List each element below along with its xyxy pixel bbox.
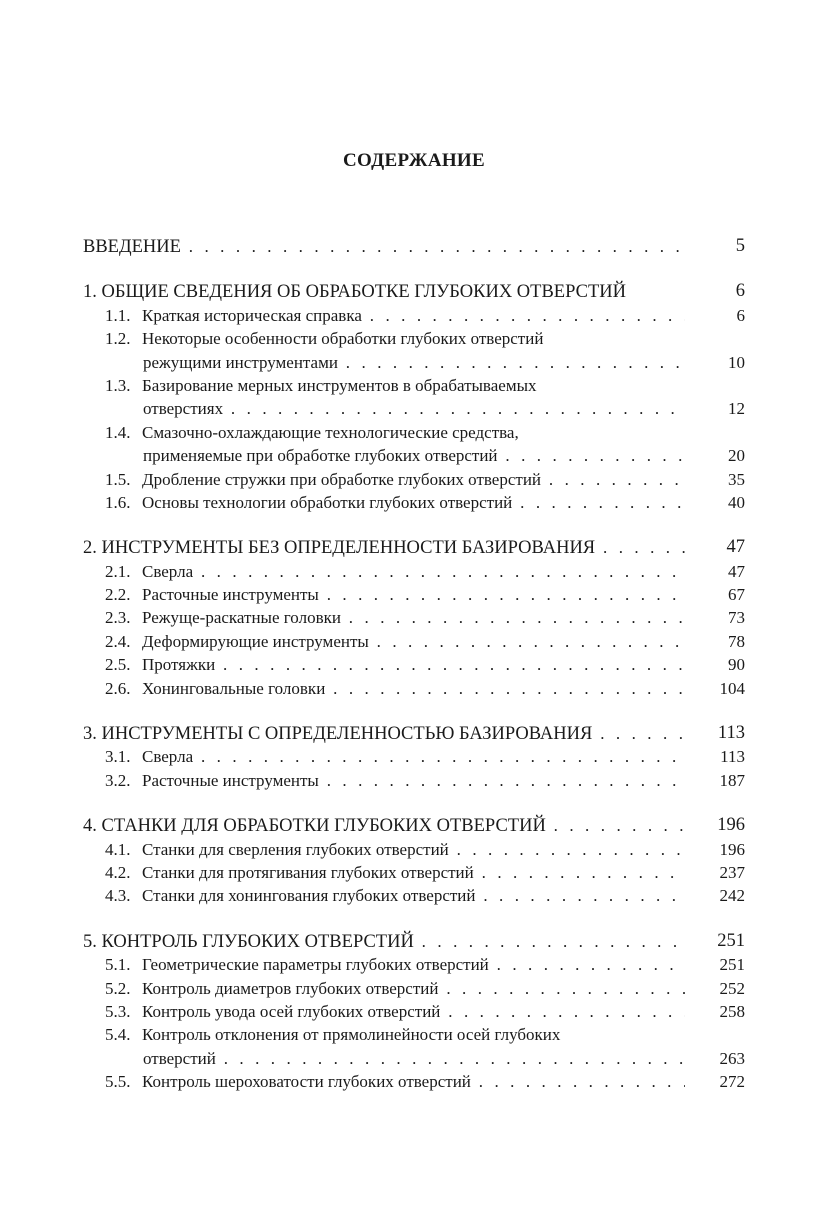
toc-entry-title: 2.2. Расточные инструменты . . . — [83, 583, 685, 606]
toc-page-number: 113 — [720, 747, 745, 767]
toc-entry-title: 4.3. Станки для хонингования глубоких отверстий . . . — [83, 884, 685, 907]
toc-section-5-4 — [83, 1023, 745, 1046]
toc-section-1-3 — [83, 374, 745, 397]
toc-entry-title: отверстиях . . . — [83, 397, 685, 420]
toc-section-3-2 — [83, 769, 745, 792]
toc-entry-introduction — [83, 235, 745, 258]
toc-entry-title: 5.1. Геометрические параметры глубоких отверстий . . . — [83, 953, 685, 976]
toc-section-5-5 — [83, 1070, 745, 1093]
toc-section-2-4 — [83, 630, 745, 653]
toc-page-number: 258 — [719, 1001, 745, 1021]
toc-page-number: 242 — [719, 886, 745, 906]
toc-entry-title: 1.4. Смазочно-охлаждающие технологические средства, — [105, 422, 519, 442]
toc-entry-title: 4.2. Станки для протягивания глубоких отверстий . . . — [83, 861, 685, 884]
toc-page-number: 237 — [719, 862, 745, 882]
toc-page-number: 251 — [719, 955, 745, 975]
toc-page-number: 113 — [717, 723, 745, 744]
toc-entry-title: режущими инструментами . . . — [83, 351, 685, 374]
toc-entry-title: 2.4. Деформирующие инструменты . . . — [83, 630, 685, 653]
toc-page-number: 6 — [736, 305, 745, 325]
toc-entry-title: 5.4. Контроль отклонения от прямолинейности осей глубоких — [105, 1025, 561, 1045]
toc-page-number: 196 — [719, 839, 745, 859]
toc-chapter-4 — [83, 814, 745, 837]
toc-page-number: 10 — [728, 352, 745, 372]
toc-chapter-3 — [83, 722, 745, 745]
toc-entry-title: 2. ИНСТРУМЕНТЫ БЕЗ ОПРЕДЕЛЕННОСТИ БАЗИРОВАНИЯ . . . — [83, 536, 685, 560]
toc-section-4-3 — [83, 884, 745, 907]
toc-section-4-2 — [83, 861, 745, 884]
toc-section-5-4-cont — [83, 1047, 745, 1070]
toc-entry-title: 4. СТАНКИ ДЛЯ ОБРАБОТКИ ГЛУБОКИХ ОТВЕРСТИЙ . . . — [83, 814, 685, 838]
toc-chapter-5 — [83, 930, 745, 953]
toc-entry-title: 5.5. Контроль шероховатости глубоких отверстий . . . — [83, 1070, 685, 1093]
toc-entry-title: 3. ИНСТРУМЕНТЫ С ОПРЕДЕЛЕННОСТЬЮ БАЗИРОВАНИЯ . . . — [83, 722, 685, 746]
toc-section-5-2 — [83, 977, 745, 1000]
toc-chapter-2 — [83, 536, 745, 559]
toc-entry-title: 1. ОБЩИЕ СВЕДЕНИЯ ОБ ОБРАБОТКЕ ГЛУБОКИХ ОТВЕРСТИЙ — [83, 282, 626, 303]
toc-entry-title: 5.2. Контроль диаметров глубоких отверстий . . . — [83, 977, 685, 1000]
toc-section-5-1 — [83, 953, 745, 976]
toc-section-2-5 — [83, 653, 745, 676]
toc-page-number: 73 — [728, 608, 745, 628]
toc-entry-title: 1.5. Дробление стружки при обработке глубоких отверстий . . . — [83, 468, 685, 491]
toc-section-1-1 — [83, 304, 745, 327]
toc-section-1-6 — [83, 491, 745, 514]
page-title: СОДЕРЖАНИЕ — [343, 150, 485, 171]
toc-section-1-5 — [83, 468, 745, 491]
toc-entry-title: 1.2. Некоторые особенности обработки глубоких отверстий — [105, 329, 544, 349]
toc-entry-title: 3.1. Сверла . . . — [83, 745, 685, 768]
toc-section-4-1 — [83, 838, 745, 861]
toc-page-number: 35 — [728, 469, 745, 489]
toc-entry-title: 1.3. Базирование мерных инструментов в обрабатываемых — [105, 375, 537, 395]
toc-page-number: 263 — [719, 1048, 745, 1068]
toc-entry-title: применяемые при обработке глубоких отверстий . . . — [83, 444, 685, 467]
toc-page-number: 251 — [717, 930, 745, 951]
toc-entry-title: 1.1. Краткая историческая справка . . . — [83, 304, 685, 327]
toc-section-2-1 — [83, 560, 745, 583]
toc-entry-title: 3.2. Расточные инструменты . . . — [83, 769, 685, 792]
toc-page-number: 47 — [726, 537, 745, 558]
toc-chapter-1 — [83, 280, 745, 303]
toc-page-number: 272 — [719, 1072, 745, 1092]
toc-page-number: 5 — [735, 236, 745, 256]
toc-entry-title: 2.3. Режуще-раскатные головки . . . — [83, 606, 685, 629]
toc-entry-title: 2.5. Протяжки . . . — [83, 653, 685, 676]
toc-entry-title: 1.6. Основы технологии обработки глубоких отверстий . . . — [83, 491, 685, 514]
toc-section-1-4 — [83, 421, 745, 444]
toc-page-number: 6 — [735, 281, 745, 302]
toc-entry-title: ВВЕДЕНИЕ . . . — [83, 235, 685, 259]
toc-section-2-3 — [83, 606, 745, 629]
toc-section-5-3 — [83, 1000, 745, 1023]
toc-entry-title: 5. КОНТРОЛЬ ГЛУБОКИХ ОТВЕРСТИЙ . . . — [83, 930, 685, 954]
toc-page-number: 252 — [719, 978, 745, 998]
toc-entry-title: 2.6. Хонинговальные головки . . . — [83, 677, 685, 700]
toc-page-number: 12 — [728, 399, 745, 419]
toc-page-number: 196 — [717, 815, 745, 836]
toc-page-number: 67 — [728, 585, 745, 605]
toc-section-1-4-cont — [83, 444, 745, 467]
toc-section-2-2 — [83, 583, 745, 606]
toc-page-number: 78 — [728, 631, 745, 651]
toc-page-number: 47 — [728, 561, 745, 581]
toc-page-number: 40 — [728, 492, 745, 512]
toc-section-2-6 — [83, 677, 745, 700]
toc-page-number: 104 — [719, 678, 745, 698]
table-of-contents — [83, 235, 745, 1094]
toc-entry-title: 4.1. Станки для сверления глубоких отверстий . . . — [83, 838, 685, 861]
toc-entry-title: 5.3. Контроль увода осей глубоких отверстий . . . — [83, 1000, 685, 1023]
toc-section-1-2 — [83, 327, 745, 350]
toc-section-1-3-cont — [83, 397, 745, 420]
toc-entry-title: 2.1. Сверла . . . — [83, 560, 685, 583]
toc-section-3-1 — [83, 745, 745, 768]
toc-page-number: 20 — [728, 446, 745, 466]
toc-page-number: 187 — [719, 770, 745, 790]
toc-page-number: 90 — [728, 655, 745, 675]
toc-entry-title: отверстий . . . — [83, 1047, 685, 1070]
toc-section-1-2-cont — [83, 351, 745, 374]
